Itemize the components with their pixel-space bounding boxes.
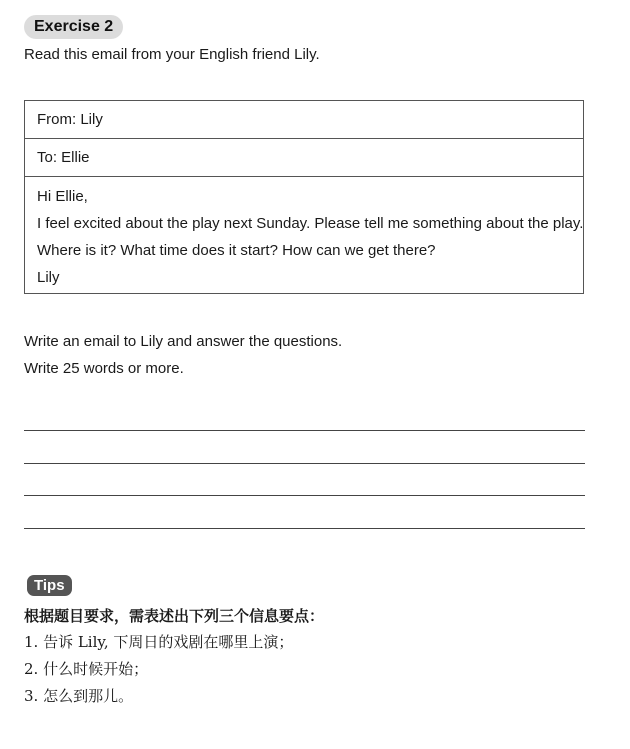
email-to: To: Ellie — [25, 139, 583, 177]
answer-line[interactable] — [24, 495, 585, 496]
answer-line[interactable] — [24, 463, 585, 464]
answer-line[interactable] — [24, 528, 585, 529]
tips-badge: Tips — [27, 575, 72, 596]
email-from: From: Lily — [25, 101, 583, 139]
task-word-count: Write 25 words or more. — [24, 360, 184, 377]
exercise-intro: Read this email from your English friend Lily. — [24, 46, 320, 63]
answer-line[interactable] — [24, 430, 585, 431]
email-line: Where is it? What time does it start? How can we get there? — [37, 242, 436, 259]
email-greeting: Hi Ellie, — [37, 188, 88, 205]
tip-item: 3. 怎么到那儿。 — [24, 687, 134, 705]
email-box — [24, 100, 584, 294]
email-body — [25, 177, 583, 291]
tips-heading: 根据题目要求，需表述出下列三个信息要点： — [24, 607, 325, 625]
email-signature: Lily — [37, 269, 60, 286]
email-line: I feel excited about the play next Sunday. Please tell me something about the play. — [37, 215, 584, 232]
tip-item: 1. 告诉 Lily, 下周日的戏剧在哪里上演； — [24, 633, 294, 651]
task-instruction: Write an email to Lily and answer the questions. — [24, 333, 343, 350]
tip-item: 2. 什么时候开始； — [24, 660, 149, 678]
exercise-title: Exercise 2 — [24, 15, 123, 39]
